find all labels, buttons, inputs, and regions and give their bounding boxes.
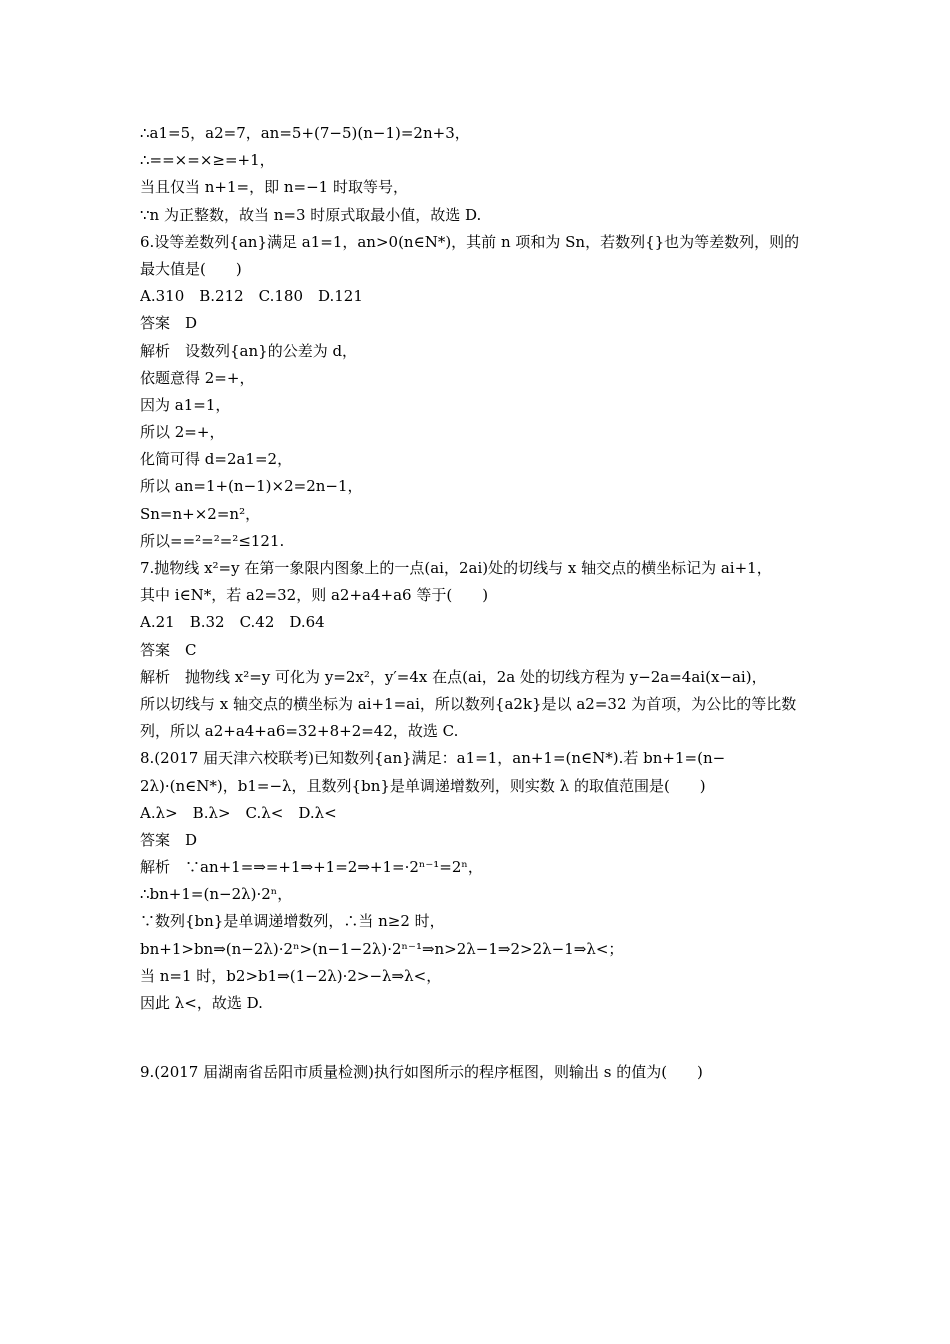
- text-line: 解析 ∵an+1=⇒=+1⇒+1=2⇒+1=·2ⁿ⁻¹=2ⁿ，: [140, 858, 483, 877]
- text-line: 依题意得 2=+，: [140, 368, 255, 387]
- text-line: A.21 B.32 C.42 D.64: [140, 613, 325, 632]
- text-line: Sn=n+×2=n²，: [140, 504, 261, 523]
- text-line: bn+1>bn⇒(n−2λ)·2ⁿ>(n−1−2λ)·2ⁿ⁻¹⇒n>2λ−1⇒2>2λ−1⇒λ<；: [140, 939, 624, 958]
- text-line: 答案 D: [140, 314, 198, 333]
- text-block-question-9: [140, 1059, 820, 1086]
- text-line: 8.(2017 届天津六校联考)已知数列{an}满足：a1=1，an+1=(n∈N*).若 bn+1=(n−: [140, 749, 726, 768]
- text-line: A.310 B.212 C.180 D.121: [140, 287, 363, 306]
- text-line: 解析 抛物线 x²=y 可化为 y=2x²，y′=4x 在点(ai，2a 处的切线方程为 y−2a=4ai(x−ai)，: [140, 667, 767, 686]
- text-line: ∵n 为正整数，故当 n=3 时原式取最小值，故选 D.: [140, 205, 482, 224]
- text-line: ∵数列{bn}是单调递增数列，∴当 n≥2 时，: [140, 912, 445, 931]
- text-line: 答案 D: [140, 830, 198, 849]
- text-line: 化简可得 d=2a1=2，: [140, 450, 293, 469]
- text-line: 所以 an=1+(n−1)×2=2n−1，: [140, 477, 363, 496]
- text-line: 答案 C: [140, 640, 197, 659]
- text-line: 7.抛物线 x²=y 在第一象限内图象上的一点(ai，2ai)处的切线与 x 轴交点的横坐标记为 ai+1，: [140, 559, 772, 577]
- text-line: 当且仅当 n+1=，即 n=−1 时取等号，: [140, 178, 408, 197]
- text-line: 其中 i∈N*，若 a2=32，则 a2+a4+a6 等于( ): [140, 586, 489, 605]
- text-line: 因为 a1=1，: [140, 395, 231, 414]
- text-line: 当 n=1 时，b2>b1⇒(1−2λ)·2>−λ⇒λ<，: [140, 966, 442, 985]
- text-line: ∴bn+1=(n−2λ)·2ⁿ，: [140, 885, 293, 904]
- text-line: 所以切线与 x 轴交点的横坐标为 ai+1=ai，所以数列{a2k}是以 a2=32 为首项，为公比的等比数: [140, 694, 797, 713]
- text-line: ∴a1=5，a2=7，an=5+(7−5)(n−1)=2n+3，: [140, 124, 470, 142]
- text-block-main: [140, 120, 820, 1017]
- text-line: A.λ> B.λ> C.λ< D.λ<: [140, 803, 337, 822]
- text-line: 解析 设数列{an}的公差为 d，: [140, 341, 358, 360]
- text-line: 最大值是( ): [140, 259, 242, 278]
- text-line: 所以 2=+，: [140, 423, 225, 442]
- document-body: [140, 120, 820, 1086]
- text-line: ∴==×=×≥=+1，: [140, 151, 275, 170]
- text-line: 所以==²=²=²≤121.: [140, 531, 285, 550]
- text-line: 列，所以 a2+a4+a6=32+8+2=42，故选 C.: [140, 722, 459, 741]
- text-line: 9.(2017 届湖南省岳阳市质量检测)执行如图所示的程序框图，则输出 s 的值为( ): [140, 1063, 703, 1082]
- paragraph-gap: [140, 1017, 820, 1059]
- text-line: 2λ)·(n∈N*)，b1=−λ，且数列{bn}是单调递增数列，则实数 λ 的取值范围是( ): [140, 776, 706, 795]
- text-line: 因此 λ<，故选 D.: [140, 994, 263, 1012]
- text-line: 6.设等差数列{an}满足 a1=1，an>0(n∈N*)，其前 n 项和为 Sn，若数列{}也为等差数列，则的: [140, 232, 800, 251]
